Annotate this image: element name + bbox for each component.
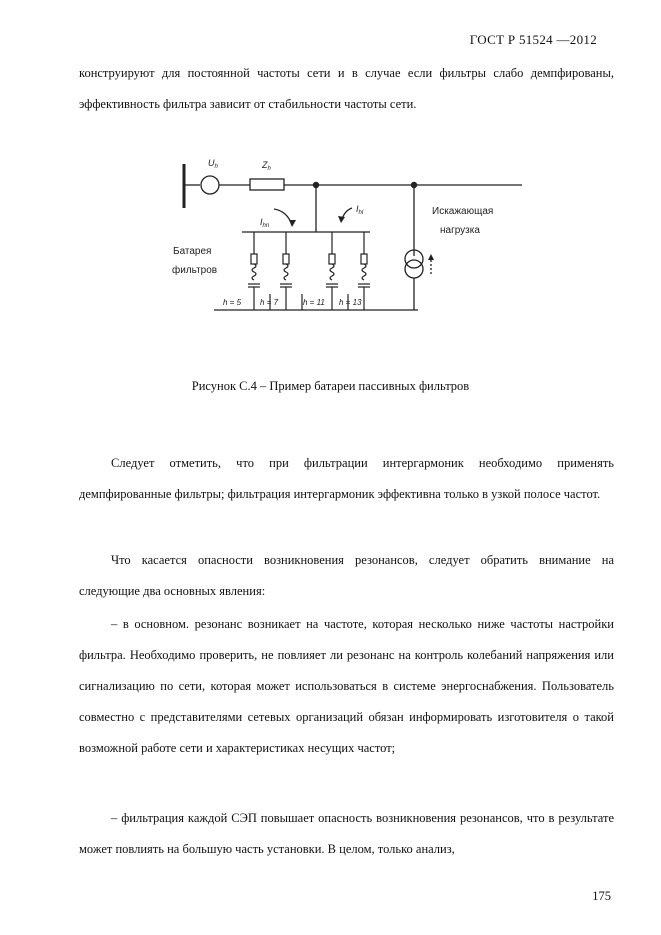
current-load-arrowhead — [338, 216, 345, 223]
document-header: ГОСТ Р 51524 —2012 — [469, 32, 597, 47]
label-h7: h = 7 — [260, 298, 279, 307]
filter-bank-schematic — [170, 148, 530, 318]
label-current-filter: $I_{hn}$ — [260, 217, 270, 229]
label-h11: h = 11 — [303, 298, 325, 307]
load-current-source-lower — [405, 260, 423, 278]
label-bank-line2: фильтров — [172, 265, 218, 276]
paragraph-resonance-intro: Что касается опасности возникновения резонансов, следует обратить внимание на следующие два основных явления: — [79, 553, 614, 598]
label-bank-line1: Батарея — [173, 246, 212, 257]
current-filter-arrowhead — [289, 220, 296, 227]
paragraph-resonance-item1: – в основном. резонанс возникает на частоте, которая несколько ниже частоты настройки фильтра. Необходимо проверить, не повлияет ли резонанс на контроль колебаний напряжения или сигнализацию по сети, которая может использоваться в системе энергоснабжения. Пользователь совместно с представителями сетевых организаций обязан информировать изготовителя о такой возможной работе сети и характеристиках несущих частот; — [79, 617, 614, 755]
current-filter-arrow — [274, 209, 292, 225]
load-arrowhead — [428, 254, 434, 260]
label-current-load: $I_{hl}$ — [356, 204, 364, 216]
label-impedance: $Z_h$ — [262, 160, 271, 172]
label-load-line1: Искажающая — [432, 206, 494, 217]
impedance-symbol — [250, 179, 284, 190]
label-source-voltage: $U_h$ — [208, 158, 218, 170]
filter-branch-h11 — [326, 232, 338, 310]
page-number: 175 — [592, 889, 611, 903]
label-h5: h = 5 — [223, 298, 242, 307]
paragraph-resonance-item2: – фильтрация каждой СЭП повышает опасность возникновения резонансов, что в результате может повлиять на большую часть установки. В целом, только анализ, — [79, 811, 614, 856]
filter-branch-h5 — [248, 232, 260, 310]
figure-caption: Рисунок С.4 – Пример батареи пассивных фильтров — [191, 379, 470, 393]
filter-branch-h7 — [280, 232, 292, 310]
paragraph-interharmonics: Следует отметить, что при фильтрации интергармоник необходимо применять демпфированные фильтры; фильтрация интергармоник эффективна только в узкой полосе частот. — [79, 456, 614, 501]
label-load-line2: нагрузка — [440, 225, 480, 236]
label-h13: h = 13 — [339, 298, 362, 307]
filter-bank-diagram — [170, 148, 530, 318]
voltage-source-symbol — [201, 176, 219, 194]
paragraph-filter-frequency: конструируют для постоянной частоты сети и в случае если фильтры слабо демпфированы, эффективность фильтра зависит от стабильности частоты сети. — [79, 66, 614, 111]
